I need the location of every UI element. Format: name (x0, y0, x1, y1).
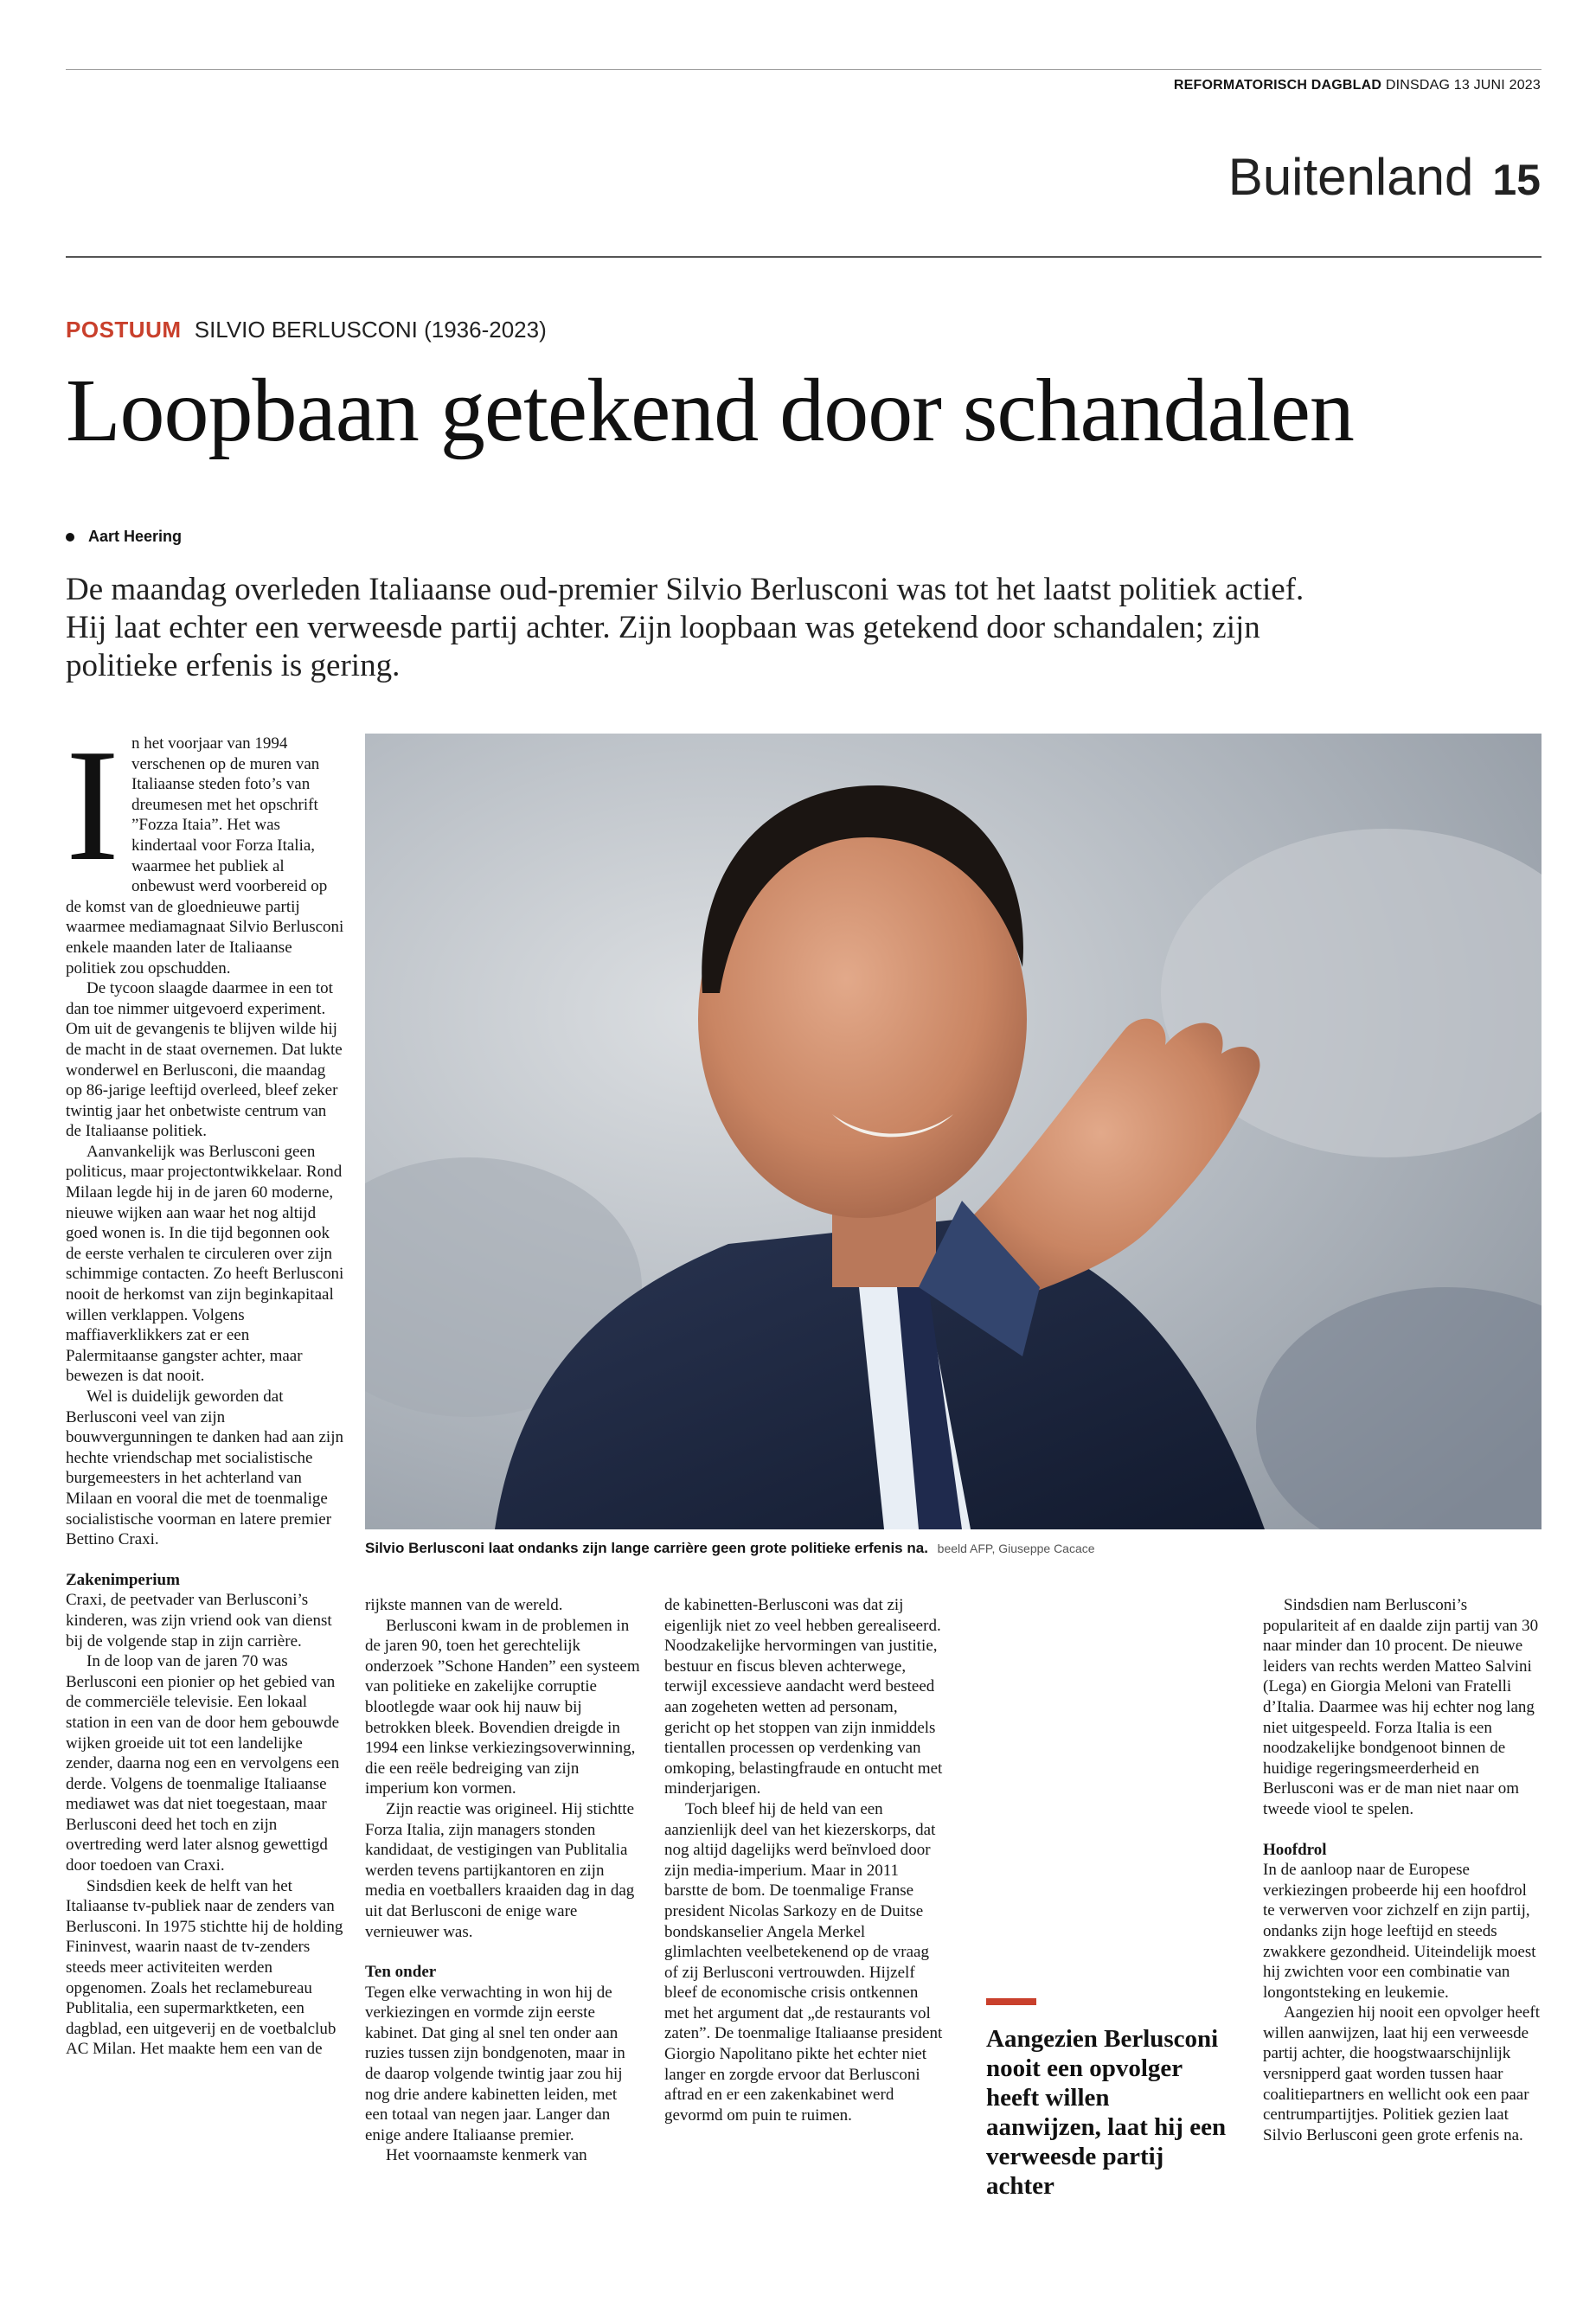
bullet-icon (66, 533, 74, 542)
masthead (1174, 78, 1541, 93)
body-column-3 (664, 1595, 943, 2125)
kicker-label: POSTUUM (66, 317, 182, 343)
subheading: Zakenimperium (66, 1570, 180, 1589)
quote-accent-bar (986, 1998, 1036, 2005)
kicker-subject: SILVIO BERLUSCONI (1936-2023) (194, 317, 547, 343)
body-paragraph: Tegen elke verwachting in won hij de verkiezingen en vormde zijn eerste kabinet. Dat ging al snel ten onder aan ruzies tussen zijn bondgenoten, maar in de daarop volgende twintig jaar zou hij nog drie andere kabinetten leiden, met een totaal van negen jaar. Langer dan enige andere Italiaanse premier. (365, 1983, 625, 2144)
body-paragraph: Sindsdien keek de helft van het Italiaanse tv-publiek naar de zenders van Berlusconi. In 1975 stichtte hij de holding Fininvest, waarin naast de tv-zenders steeds meer activiteiten werden opgenomen. Zoals het reclamebureau Publitalia, een supermarktketen, een dagblad, een uitgeverij en de voetbalclub AC Milan. Het maakte hem een van de (66, 1876, 343, 2059)
masthead-date: DINSDAG 13 JUNI 2023 (1385, 78, 1541, 93)
body-paragraph: Sindsdien nam Berlusconi’s populariteit af en daalde zijn partij van 30 naar minder dan 10 procent. De nieuwe leiders van rechts werden Matteo Salvini (Lega) en Giorgia Meloni van Fratelli d’Italia. Daarmee was hij echter nog lang niet uitgespeeld. Forza Italia is een noodzakelijke bondgenoot binnen de huidige regeringsmeerderheid en Berlusconi was er de man niet naar om tweede viool te spelen. (1263, 1596, 1539, 1818)
masthead-paper: REFORMATORISCH DAGBLAD (1173, 78, 1382, 93)
body-paragraph: Toch bleef hij de held van een aanzienlijk deel van het kiezerskorps, dat nog altijd dagelijks werd beïnvloed door zijn media-imperium. Maar in 2011 barstte de bom. De toenmalige Franse president Nicolas Sarkozy en de Duitse bondskanselier Angela Merkel glimlachten veelbetekenend op de vraag of zij Berlusconi vertrouwden. Hijzelf bleef de economische crisis ontkennen met het argument dat „de restaurants vol zaten”. De toenmalige Italiaanse president Giorgio Napolitano pikte het echter niet langer en zorgde ervoor dat Berlusconi aftrad en er een zakenkabinet werd gevormd om puin te ruimen. (664, 1799, 943, 2125)
body-column-4 (1263, 1595, 1542, 2145)
body-paragraph: Craxi, de peetvader van Berlusconi’s kinderen, was zijn vriend ook van dienst bij de volgende stap in zijn carrière. (66, 1591, 332, 1650)
body-paragraph: In de aanloop naar de Europese verkiezingen probeerde hij een hoofdrol te verwerven voor zichzelf en zijn partij, ondanks zijn hoge leeftijd en steeds zwakkere gezondheid. Uiteindelijk moest hij zwichten voor een combinatie van longontsteking en leukemie. (1263, 1861, 1536, 2002)
caption-text: Silvio Berlusconi laat ondanks zijn lange carrière geen grote politieke erfenis na. (365, 1540, 928, 1556)
drop-cap: I (66, 716, 119, 894)
body-paragraph: n het voorjaar van 1994 verschenen op de muren van Italiaanse steden foto’s van dreumesen met het opschrift ”Fozza Itaia”. Het was kindertaal voor Forza Italia, waarmee het publiek al onbewust werd voorbereid op de komst van de gloednieuwe partij waarmee mediamagnaat Silvio Berlusconi enkele maanden later de Italiaanse politiek zou opschudden. (66, 734, 344, 977)
body-paragraph: Zijn reactie was origineel. Hij stichtte Forza Italia, zijn managers stonden kandidaat, de vestigingen van Publitalia werden tevens partijkantoren en zijn media en voetballers kraaiden dag in dag uit dat Berlusconi de enige ware vernieuwer was. (365, 1799, 635, 1941)
lead-paragraph: De maandag overleden Italiaanse oud-premier Silvio Berlusconi was tot het laatst politiek actief. Hij laat echter een verweesde partij achter. Zijn loopbaan was getekend door schandalen; zijn politieke erfenis is gering. (66, 572, 1304, 683)
page-number: 15 (1492, 156, 1541, 204)
body-paragraph: Berlusconi kwam in de problemen in de jaren 90, toen het gerechtelijk onderzoek ”Schone Handen” een systeem van politieke en zakelijke corruptie blootlegde waar ook hij nauw bij betrokken bleek. Bovendien dreigde in 1994 een linkse verkiezingsoverwinning, die een reële bedreiging van zijn imperium kon vormen. (365, 1616, 640, 1798)
body-paragraph: Aanvankelijk was Berlusconi geen politicus, maar projectontwikkelaar. Rond Milaan legde hij in de jaren 60 moderne, nieuwe wijken aan waar het nog altijd goed wonen is. In die tijd begonnen ook de eerste verhalen te circuleren over zijn schimmige contacten. Zo heeft Berlusconi nooit de herkomst van zijn beginkapitaal willen verklappen. Volgens maffiaverklikkers zat er een Palermitaanse gangster achter, maar bewezen is dat nooit. (66, 1142, 344, 1386)
headline: Loopbaan getekend door schandalen (66, 361, 1354, 460)
portrait-illustration (365, 734, 1542, 1529)
subheading: Ten onder (365, 1963, 437, 1982)
photo-caption (365, 1540, 1542, 1557)
body-column-2 (365, 1595, 644, 2166)
body-paragraph: Wel is duidelijk geworden dat Berlusconi veel van zijn bouwvergunningen te danken had aan zijn hechte vriendschap met socialistische burgemeesters in het achterland van Milaan en vooral die met de toenmalige socialistische voorman en latere premier Bettino Craxi. (66, 1388, 343, 1549)
body-paragraph: Aangezien hij nooit een opvolger heeft willen aanwijzen, laat hij een verweesde partij achter, die hoogstwaarschijnlijk versnipperd gaat worden tussen haar coalitiepartners en wellicht ook een paar centrumpartijtjes. Politiek gezien laat Silvio Berlusconi geen grote erfenis na. (1263, 2003, 1540, 2144)
kicker (66, 317, 547, 343)
section-rule (66, 256, 1542, 258)
top-rule (66, 69, 1542, 70)
section-header (1228, 147, 1541, 207)
subheading: Hoofdrol (1263, 1840, 1327, 1859)
body-paragraph: In de loop van de jaren 70 was Berlusconi een pionier op het gebied van de commerciële televisie. Een lokaal station in een van de door hem gebouwde wijken groeide uit tot een landelijke zender, daarna nog een en vervolgens een derde. Volgens de toenmalige Italiaanse mediawet was dat niet toegestaan, maar Berlusconi deed het toch en zijn overtreding werd later alsnog gewettigd door toedoen van Craxi. (66, 1652, 340, 1875)
body-paragraph: de kabinetten-Berlusconi was dat zij eigenlijk niet zo veel hebben gerealiseerd. Noodzakelijke hervormingen van justitie, bestuur en fiscus bleven achterwege, terwijl excessieve aandacht werd besteed aan zogeheten wetten ad personam, gericht op het stoppen van zijn inmiddels tientallen processen op verdenking van omkoping, belastingfraude en ontucht met minderjarigen. (664, 1596, 943, 1798)
body-paragraph: De tycoon slaagde daarmee in een tot dan toe nimmer uitgevoerd experiment. Om uit de gevangenis te blijven wilde hij de macht in de staat overnemen. Dat lukte wonderwel en Berlusconi, die maandag op 86-jarige leeftijd overleed, bleef zeker twintig jaar het onbetwiste centrum van de Italiaanse politiek. (66, 979, 343, 1141)
byline (66, 528, 182, 546)
body-paragraph: Het voornaamste kenmerk van (386, 2146, 587, 2165)
photo-credit: beeld AFP, Giuseppe Cacace (937, 1541, 1095, 1555)
section-name: Buitenland (1227, 148, 1474, 206)
byline-author: Aart Heering (88, 528, 183, 545)
article-photo (365, 734, 1542, 1529)
body-column-1 (66, 716, 344, 2060)
body-paragraph: rijkste mannen van de wereld. (365, 1596, 563, 1614)
pull-quote: Aangezien Berlusconi nooit een opvolger heeft willen aanwijzen, laat hij een verweesde partij achter (986, 2025, 1227, 2200)
